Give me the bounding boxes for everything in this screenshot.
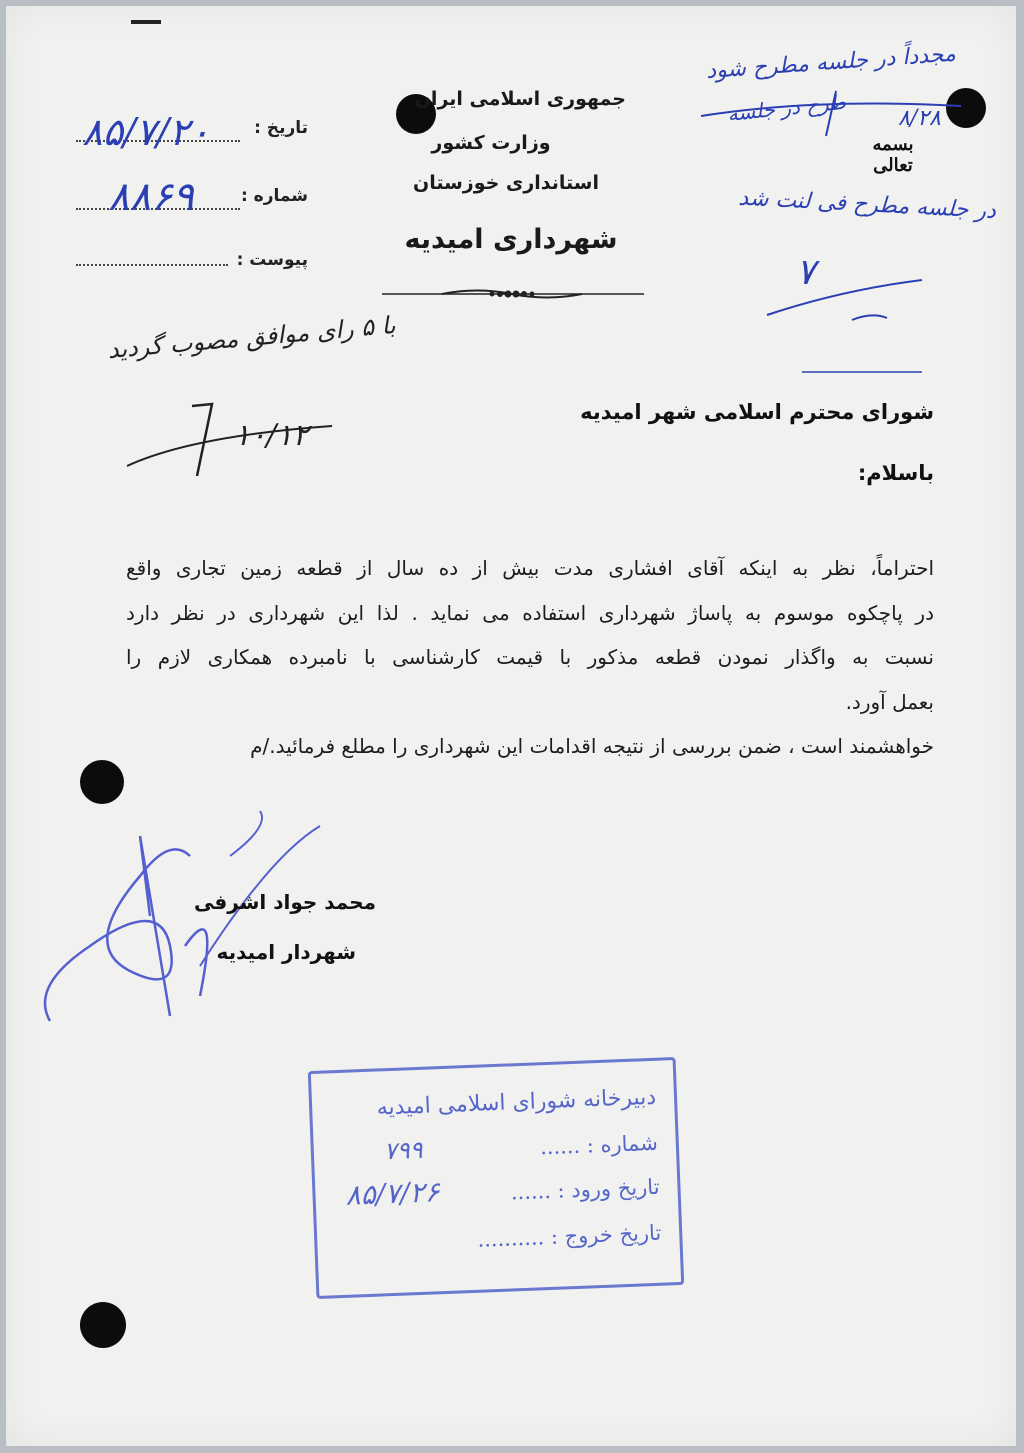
attachment-dotted-line bbox=[76, 264, 228, 266]
approval-signature bbox=[122, 396, 352, 486]
body-line: احتراماً، نظر به اینکه آقای افشاری مدت بیش از ده سال از قطعه زمین تجاری واقع bbox=[126, 556, 934, 580]
body-line: نسبت به واگذار نمودن قطعه مذکور با قیمت کارشناسی با نامبرده همکاری لازم را bbox=[126, 645, 934, 669]
secretariat-stamp bbox=[308, 1057, 684, 1299]
stamp-number-label: شماره : ...... bbox=[539, 1130, 659, 1160]
annotation-resubmit: مجدداً در جلسه مطرح شود bbox=[705, 41, 957, 84]
letter-body bbox=[126, 546, 934, 769]
annotation-initials: ۷ bbox=[796, 252, 816, 293]
mayor-signature bbox=[20, 796, 340, 1036]
annotation-discussed: در جلسه مطرح فی لنت شد bbox=[737, 185, 997, 225]
municipality-heading: شهرداری امیدیه bbox=[404, 224, 618, 255]
stamp-entry-label: تاریخ ورود : ...... bbox=[510, 1174, 660, 1205]
signatory-title: شهردار امیدیه bbox=[216, 940, 356, 964]
signatory-name: محمد جواد اشرفی bbox=[193, 890, 376, 914]
closing-line: خواهشمند است ، ضمن بررسی از نتیجه اقدامات این شهرداری را مطلع فرمائید./م bbox=[250, 734, 934, 758]
stamp-number-value: ۷۹۹ bbox=[383, 1135, 424, 1166]
number-value: ۸۸۶۹ bbox=[108, 174, 194, 220]
number-label: شماره : bbox=[240, 186, 308, 206]
date-value: ۸۵/۷/۲۰ bbox=[82, 110, 210, 154]
scan-mark bbox=[131, 6, 161, 24]
addressee: شورای محترم اسلامی شهر امیدیه bbox=[580, 400, 934, 424]
ministry-heading: وزارت کشور bbox=[431, 132, 551, 154]
greeting: باسلام: bbox=[857, 461, 934, 485]
annotation-session: طرح در جلسه bbox=[726, 89, 847, 126]
body-line: در پاچکوه موسوم به پاساژ شهرداری استفاده می نماید . لذا این شهرداری در نظر دارد bbox=[126, 600, 934, 625]
republic-heading: جمهوری اسلامی ایران bbox=[414, 88, 626, 110]
body-line: بعمل آورد. bbox=[845, 689, 934, 714]
letter-page bbox=[6, 6, 1016, 1446]
punch-hole bbox=[80, 1302, 126, 1348]
emblem-basmala: بسمه تعالی bbox=[872, 134, 914, 176]
approval-date: ۱۰/۱۲ bbox=[234, 418, 309, 453]
annotation-initials-stroke bbox=[762, 260, 932, 380]
annotation-date: ۸/۲۸ bbox=[898, 106, 941, 131]
stamp-exit-label: تاریخ خروج : .......... bbox=[476, 1220, 662, 1252]
approval-note: با ۵ رای موافق مصوب گردید bbox=[106, 310, 397, 365]
ornamental-divider bbox=[382, 284, 644, 304]
stamp-title: دبیرخانه شورای اسلامی امیدیه bbox=[376, 1084, 657, 1121]
date-label: تاریخ : bbox=[254, 118, 308, 138]
governorate-heading: استانداری خوزستان bbox=[412, 172, 599, 194]
attachment-label: پیوست : bbox=[236, 250, 308, 270]
stamp-entry-value: ۸۵/۷/۲۶ bbox=[344, 1175, 441, 1212]
